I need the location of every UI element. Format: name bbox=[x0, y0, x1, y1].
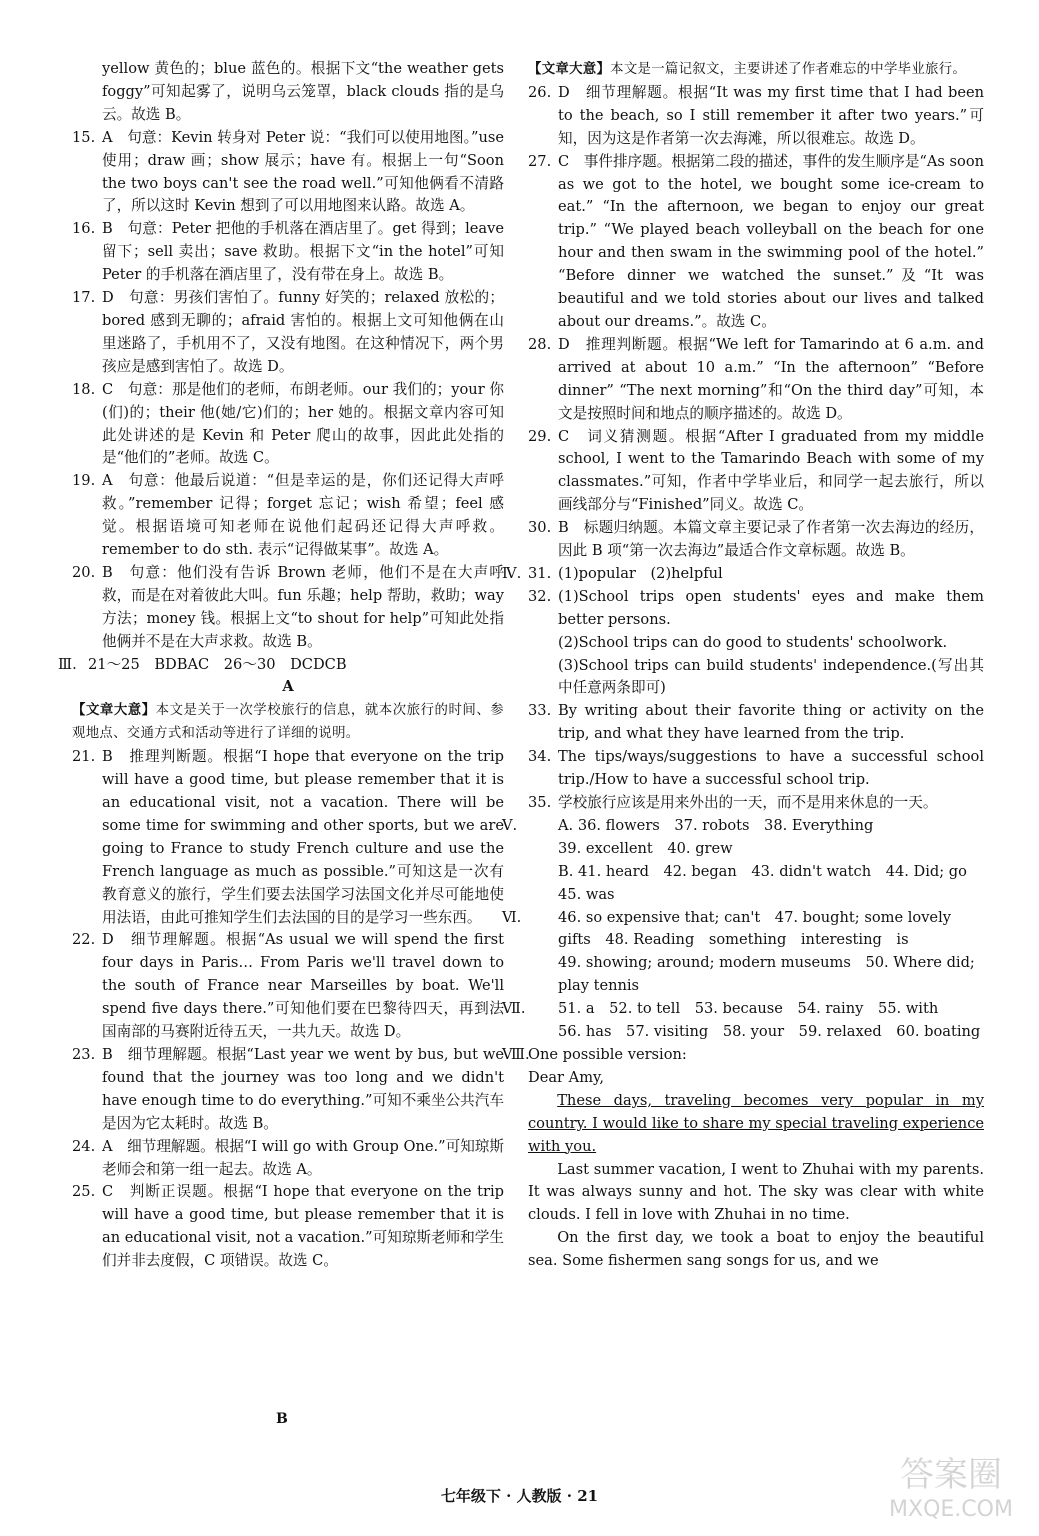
answer-item bbox=[72, 1136, 504, 1182]
answer-text: D 细节理解题。根据“As usual we will spend the first four days in Paris… From Paris we'll travel down to the south of France near Marseilles by boat. We'll spend five days there.”可知他们要在巴黎待四天，再到法国南部的马赛附近待五天，一共九天。故选 D。 bbox=[102, 931, 504, 1041]
answer-text: (1)popular (2)helpful bbox=[558, 564, 723, 582]
answer-item bbox=[72, 470, 504, 562]
answer-text: B 标题归纳题。本篇文章主要记录了作者第一次去海边的经历，因此 B 项“第一次去海边”最适合作文章标题。故选 B。 bbox=[558, 519, 984, 560]
answer-item bbox=[528, 655, 984, 701]
answer-line: 39. excellent 40. grew bbox=[558, 839, 733, 857]
answer-item bbox=[528, 517, 984, 563]
section-3-number: Ⅲ. bbox=[58, 655, 77, 673]
answer-number: 15. bbox=[72, 128, 96, 146]
answer-item bbox=[528, 151, 984, 334]
answer-text: D 推理判断题。根据“We left for Tamarindo at 6 a.m. and arrived at about 10 a.m.” “In the afternoon” “Before dinner” “The next morning”和“On the third day”可知，本文是按照时间和地点的顺序描述的。故选 D。 bbox=[558, 335, 984, 422]
answer-text: By writing about their favorite thing or activity on the trip, and what they have learned from the trip. bbox=[558, 702, 984, 743]
answer-item bbox=[72, 562, 504, 654]
underlined-text: These days, traveling becomes very popular in my country. I would like to share my special traveling experience with you. bbox=[528, 1091, 985, 1155]
answer-item bbox=[72, 127, 504, 219]
answer-text: C 词义猜测题。根据“After I graduated from my middle school, I went to the Tamarindo Beach with some of my classmates.”可知，作者中学毕业后，和同学一起去旅行，所以画线部分与“Finished”同义。故选 C。 bbox=[558, 427, 984, 514]
answer-item bbox=[72, 1044, 504, 1136]
answer-text: C 事件排序题。根据第二段的描述，事件的发生顺序是“As soon as we got to the hotel, we bought some ice-cream to eat.” “In the afternoon, we began to enjoy our great trip.” “We played beach volleyball on the beach for one hour and then swam in the swimming pool of the hotel.” “Before dinner we watched the sunset.”及“It was beautiful and we told stories about our lives and talked about our dreams.”。故选 C。 bbox=[558, 152, 985, 330]
answer-number: 27. bbox=[528, 152, 552, 170]
passage-b-summary bbox=[528, 58, 984, 82]
answer-text: D 句意：男孩们害怕了。funny 好笑的；relaxed 放松的；bored 感到无聊的；afraid 害怕的。根据上文可知他俩在山里迷路了，手机用不了，又没有地图。在这种情况下，两个男孩应是感到害怕了。故选 D。 bbox=[102, 289, 504, 375]
section-4 bbox=[502, 563, 984, 815]
answer-item bbox=[528, 700, 984, 746]
answer-line: B. 41. heard 42. began 43. didn't watch 44. Did; go bbox=[558, 862, 967, 880]
answer-line: 46. so expensive that; can't 47. bought; some lovely gifts 48. Reading something interesting is bbox=[558, 908, 951, 949]
letter-greeting: Dear Amy, bbox=[528, 1068, 604, 1086]
answer-text: 学校旅行应该是用来外出的一天，而不是用来休息的一天。 bbox=[558, 794, 938, 811]
answer-number: 26. bbox=[528, 83, 552, 101]
answer-number: 19. bbox=[72, 472, 96, 490]
summary-text: 本文是关于一次学校旅行的信息，就本次旅行的时间、参观地点、交通方式和活动等进行了详细的说明。 bbox=[72, 703, 504, 742]
section-4-items bbox=[528, 563, 984, 815]
answer-line: 51. a 52. to tell 53. because 54. rainy 55. with bbox=[558, 1000, 939, 1018]
watermark-url: MXQE.COM bbox=[889, 1497, 1013, 1522]
answer-line: A. 36. flowers 37. robots 38. Everything bbox=[558, 816, 874, 834]
answer-text: A 句意：Kevin 转身对 Peter 说：“我们可以使用地图。”use 使用；draw 画；show 展示；have 有。根据上一句“Soon the two boys can't see the road well.”可知他俩看不清路了，所以这时 Kevin 想到了可以用地图来认路。故选 A。 bbox=[102, 128, 504, 215]
answer-item bbox=[528, 82, 984, 151]
answer-number: 31. bbox=[528, 564, 552, 582]
answer-text: C 判断正误题。根据“I hope that everyone on the trip will have a good time, but please remember that it is an educational visit, not a vacation.”可知琼斯老师和学生们并非去度假，C 项错误。故选 C。 bbox=[102, 1183, 504, 1270]
answer-item bbox=[72, 1181, 504, 1273]
answer-item bbox=[528, 632, 984, 655]
section-6-items bbox=[528, 907, 984, 999]
section-8-heading: One possible version: bbox=[528, 1045, 687, 1063]
answer-number: 20. bbox=[72, 563, 96, 581]
answer-item bbox=[72, 379, 504, 471]
answer-number: 32. bbox=[528, 587, 552, 605]
answer-number: 25. bbox=[72, 1183, 96, 1201]
section-8 bbox=[502, 1044, 985, 1273]
answer-text: D 细节理解题。根据“It was my first time that I had been to the beach, so I still remember it after two years.”可知，因为这是作者第一次去海滩，所以很难忘。故选 D。 bbox=[558, 83, 984, 147]
answer-text: A 句意：他最后说道：“但是幸运的是，你们还记得大声呼救。”remember 记得；forget 忘记；wish 希望；feel 感觉。根据语境可知老师在说他们起码还记得大声呼救。remember to do sth. 表示“记得做某事”。故选 A。 bbox=[102, 472, 504, 559]
answer-item bbox=[72, 287, 504, 379]
answer-number: 18. bbox=[72, 380, 96, 398]
section-7 bbox=[502, 998, 984, 1044]
section-6-number: Ⅵ. bbox=[502, 908, 522, 926]
answer-text: B 细节理解题。根据“Last year we went by bus, but we found that the journey was too long and we didn't have enough time to do everything.”可知不乘坐公共汽车是因为它太耗时。故选 B。 bbox=[102, 1045, 504, 1132]
answer-number: 22. bbox=[72, 931, 96, 949]
answer-item bbox=[528, 334, 984, 426]
section-5 bbox=[502, 815, 984, 907]
answer-number: 35. bbox=[528, 794, 552, 811]
answer-item bbox=[72, 929, 504, 1044]
answer-line: 56. has 57. visiting 58. your 59. relaxed 60. boating bbox=[558, 1023, 981, 1041]
answers-21-25 bbox=[72, 746, 504, 1273]
answer-number: 33. bbox=[528, 702, 552, 720]
passage-a-label: A bbox=[282, 678, 294, 696]
section-5-number: Ⅴ. bbox=[502, 816, 518, 834]
page-footer: 七年级下 · 人教版 · 21 bbox=[440, 1487, 599, 1505]
section-4-number: Ⅳ. bbox=[502, 564, 522, 582]
answer-text: The tips/ways/suggestions to have a successful school trip./How to have a successful school trip. bbox=[558, 748, 984, 789]
summary-tag: 【文章大意】 bbox=[72, 702, 156, 719]
answer-text: (1)School trips open students' eyes and make them better persons. bbox=[558, 587, 984, 628]
answer-number: 23. bbox=[72, 1045, 96, 1063]
answer-number: 34. bbox=[528, 748, 552, 766]
summary-tag: 【文章大意】 bbox=[528, 61, 611, 77]
section-8-number: Ⅷ. bbox=[502, 1045, 530, 1063]
answers-15-20 bbox=[72, 127, 504, 654]
watermark-text: 答案圈 bbox=[900, 1455, 1002, 1495]
letter-paragraph-2: Last summer vacation, I went to Zhuhai with my parents. It was always sunny and hot. The sky was clear with white clouds. I fell in love with Zhuhai in no time. bbox=[528, 1160, 984, 1224]
section-5-items bbox=[528, 815, 984, 907]
answer-text: B 推理判断题。根据“I hope that everyone on the trip will have a good time, but please remember that it is an educational visit, not a vacation. There will be some time for swimming and other sports, but we are going to France to study French culture and use the French language as much as possible.”可知这是一次有教育意义的旅行，学生们要去法国学习法国文化并尽可能地使用法语，由此可推知学生们去法国的目的是学习一些东西。 bbox=[102, 748, 504, 926]
answer-item bbox=[528, 563, 984, 586]
right-column bbox=[502, 58, 985, 1273]
answer-text: A 细节理解题。根据“I will go with Group One.”可知琼斯老师会和第一组一起去。故选 A。 bbox=[102, 1137, 504, 1178]
summary-text: 本文是一篇记叙文，主要讲述了作者难忘的中学毕业旅行。 bbox=[610, 62, 967, 77]
answer-number: 21. bbox=[72, 748, 96, 766]
answer-text: B 句意：Peter 把他的手机落在酒店里了。get 得到；leave 留下；sell 卖出；save 救助。根据下文“in the hotel”可知 Peter 的手机落在酒店里了，没有带在身上。故选 B。 bbox=[102, 220, 504, 284]
answer-item bbox=[528, 586, 984, 632]
answer-text: (2)School trips can do good to students' schoolwork. bbox=[558, 633, 948, 651]
answer-line: 45. was bbox=[558, 885, 615, 903]
letter-paragraph-1 bbox=[528, 1090, 984, 1159]
passage-a-summary bbox=[72, 699, 504, 746]
section-7-items bbox=[528, 998, 984, 1044]
answers-26-30 bbox=[528, 82, 984, 563]
answer-text: (3)School trips can build students' independence.(写出其中任意两条即可) bbox=[558, 656, 984, 697]
answer-number: 17. bbox=[72, 289, 96, 307]
answer-number: 24. bbox=[72, 1137, 96, 1155]
passage-b-label: B bbox=[276, 1411, 288, 1427]
answer-item bbox=[528, 792, 984, 815]
watermark-logo bbox=[881, 1446, 1021, 1526]
answer-text: B 句意：他们没有告诉 Brown 老师，他们不是在大声呼救，而是在对着彼此大叫。fun 乐趣；help 帮助，救助；way 方法；money 钱。根据上文“to shout for help”可知此处指他俩并不是在大声求救。故选 B。 bbox=[102, 563, 504, 650]
answer-item bbox=[72, 218, 504, 287]
answer-item bbox=[528, 746, 984, 792]
answer-line: 49. showing; around; modern museums 50. Where did; play tennis bbox=[558, 954, 975, 995]
letter-paragraph-3: On the first day, we took a boat to enjoy the beautiful sea. Some fishermen sang songs for us, and we bbox=[528, 1229, 984, 1270]
answer-item bbox=[528, 426, 984, 518]
section-6 bbox=[502, 907, 984, 999]
section-3-answers bbox=[58, 654, 504, 677]
answer-number: 30. bbox=[528, 519, 552, 537]
answer-text: C 句意：那是他们的老师，布朗老师。our 我们的；your 你(们)的；their 他(她/它)们的；her 她的。根据文章内容可知此处讲述的是 Kevin 和 Peter 爬山的故事，因此此处指的是“他们的”老师。故选 C。 bbox=[102, 380, 504, 467]
left-column bbox=[58, 58, 504, 1273]
answer-14-continuation: yellow 黄色的；blue 蓝色的。根据下文“the weather gets foggy”可知起雾了，说明乌云笼罩，black clouds 指的是乌云。故选 B。 bbox=[102, 60, 504, 123]
answer-item bbox=[72, 746, 504, 929]
section-7-number: Ⅶ. bbox=[502, 1000, 526, 1018]
section-3-key: 21～25 BDBAC 26～30 DCDCB bbox=[88, 655, 347, 673]
answer-number: 28. bbox=[528, 335, 552, 353]
answer-number: 16. bbox=[72, 220, 96, 238]
answer-number: 29. bbox=[528, 427, 552, 445]
